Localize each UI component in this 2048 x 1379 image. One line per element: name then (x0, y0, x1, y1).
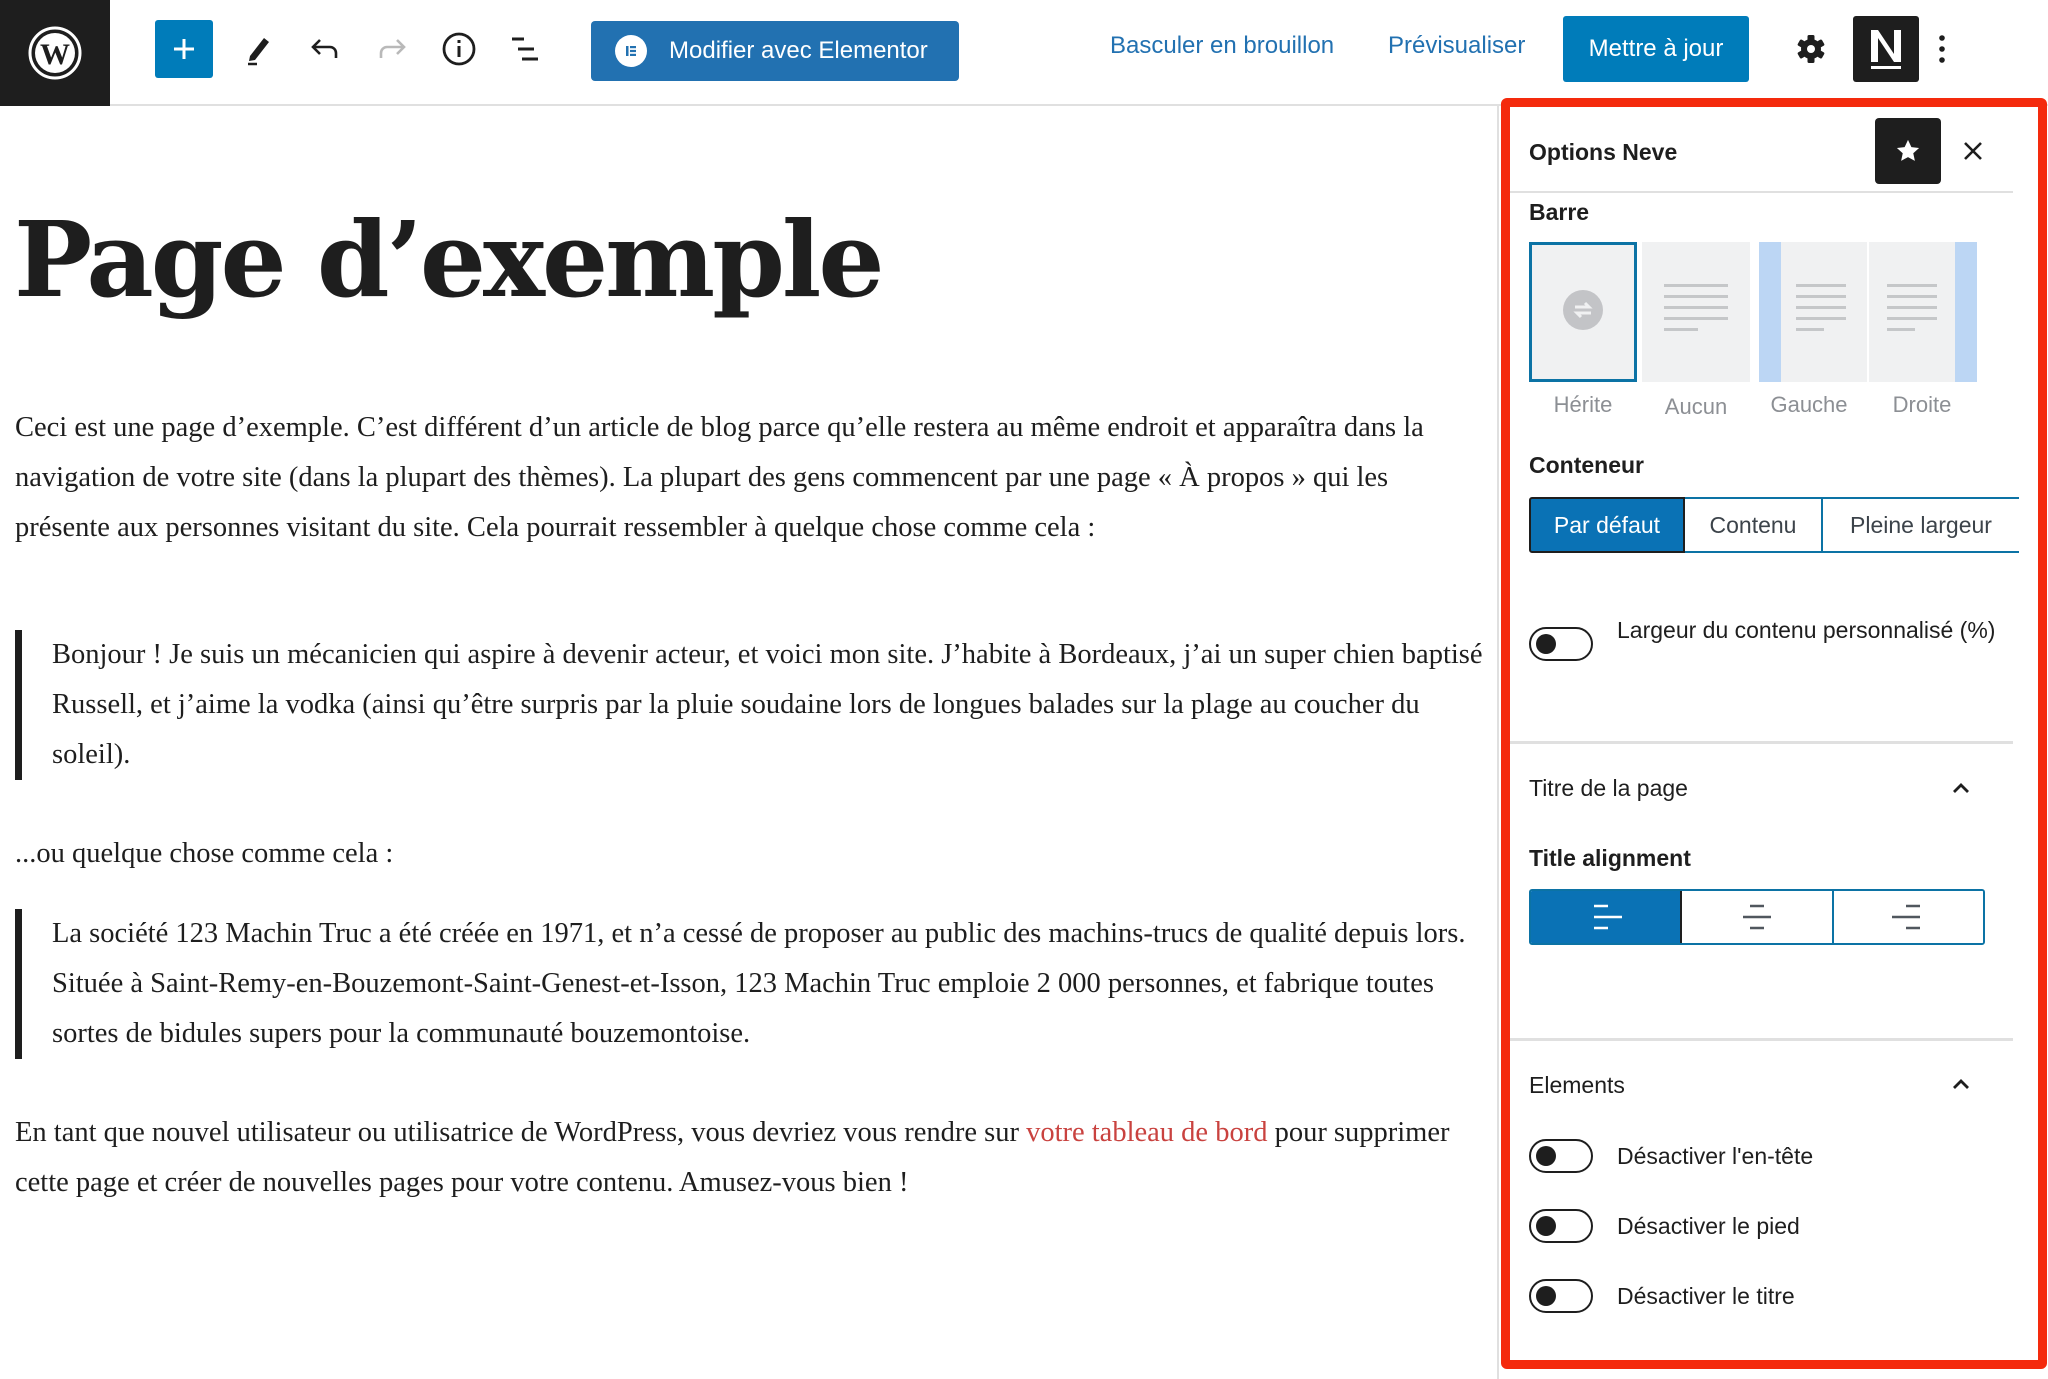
lines-icon (1796, 284, 1846, 339)
sidebar-divider (1497, 106, 1499, 1379)
dashboard-link[interactable]: votre tableau de bord (1026, 1117, 1268, 1148)
neve-logo-icon (1867, 26, 1905, 72)
right-sidebar-icon (1955, 242, 1977, 382)
undo-button[interactable] (296, 20, 354, 78)
disable-footer-label: Désactiver le pied (1617, 1213, 1800, 1239)
container-option-label: Pleine largeur (1850, 511, 1992, 538)
preview-button[interactable]: Prévisualiser (1388, 32, 1526, 59)
disable-title-toggle[interactable] (1529, 1279, 1593, 1313)
paragraph-text: pour supprimer cette page et créer de nouvelles pages pour votre contenu. Amusez-vous bien ! (15, 1117, 1450, 1198)
elements-section-label: Elements (1529, 1072, 1625, 1098)
quote-block[interactable] (15, 909, 1490, 1059)
inherit-sync-icon (1562, 289, 1604, 331)
toggle-knob (1536, 1286, 1556, 1306)
quote-text: La société 123 Machin Truc a été créée en 1971, et n’a cessé de proposer au public des machins-trucs de qualité depuis lors. Située à Saint-Remy-en-Bouzemont-Saint-Genest-et-Isson, 123 Machin Truc emploie 2 000 personnes, et fabrique toutes sortes de bidules supers pour la communauté bouzemontoise. (52, 918, 1466, 1049)
title-alignment-label: Title alignment (1529, 845, 1691, 871)
sidebar-option-none[interactable] (1642, 242, 1750, 382)
sidebar-layout-label: Barre (1529, 199, 1590, 225)
left-sidebar-icon (1759, 242, 1781, 382)
close-sidebar-button[interactable] (1955, 133, 1991, 169)
paragraph-block[interactable]: Ceci est une page d’exemple. C’est différent d’un article de blog parce qu’elle restera au même endroit et apparaîtra dans la navigation de votre site (dans la plupart des thèmes). La plupart des gens commencent par une page « À propos » qui les présente aux personnes visitant du site. Cela pourrait ressembler à quelque chose comme cela : (15, 412, 1424, 543)
align-center-button[interactable] (1682, 891, 1833, 943)
close-icon (1962, 140, 1984, 162)
disable-header-toggle[interactable] (1529, 1139, 1593, 1173)
title-alignment-control (1529, 889, 1985, 945)
update-button[interactable] (1563, 16, 1749, 82)
list-view-icon (508, 31, 544, 67)
disable-title-label: Désactiver le titre (1617, 1283, 1795, 1309)
paragraph-text: En tant que nouvel utilisateur ou utilisatrice de WordPress, vous devriez vous rendre sur (15, 1117, 1027, 1148)
chevron-up-icon[interactable] (1947, 774, 1975, 802)
page-title-section-label: Titre de la page (1529, 775, 1688, 801)
toggle-knob (1536, 1146, 1556, 1166)
pencil-icon (242, 32, 276, 66)
custom-content-width-label: Largeur du contenu personnalisé (%) (1617, 617, 1996, 643)
list-view-button[interactable] (497, 20, 555, 78)
elementor-logo-icon (615, 35, 647, 67)
paragraph-block[interactable] (15, 1108, 1485, 1208)
details-button[interactable] (430, 20, 488, 78)
gear-icon (1794, 32, 1828, 66)
container-option-default[interactable] (1529, 497, 1685, 553)
quote-text: Bonjour ! Je suis un mécanicien qui aspire à devenir acteur, et voici mon site. J’habite à Bordeaux, j’ai un super chien baptisé Russell, et j’aime la vodka (ainsi qu’être surpris par la pluie soudaine lors de longues balades sur la plage au coucher du soleil). (52, 639, 1483, 770)
editor-canvas (0, 108, 1496, 1379)
toggle-knob (1536, 1216, 1556, 1236)
plus-icon (171, 36, 197, 62)
section-divider (1510, 741, 2013, 744)
sidebar-title: Options Neve (1529, 139, 1678, 165)
sidebar-option-label: Aucun (1664, 394, 1728, 419)
custom-content-width-toggle[interactable] (1529, 627, 1593, 661)
sidebar-option-left[interactable] (1759, 242, 1867, 382)
container-segmented-control (1529, 497, 2019, 553)
neve-options-sidebar (1510, 107, 2038, 1360)
align-right-button[interactable] (1834, 891, 1983, 943)
undo-icon (308, 32, 342, 66)
container-label: Conteneur (1529, 452, 1644, 478)
neve-options-button[interactable] (1853, 16, 1919, 82)
wordpress-logo-button[interactable] (0, 0, 110, 106)
settings-button[interactable] (1782, 20, 1840, 78)
tools-button[interactable] (230, 20, 288, 78)
container-option-content[interactable] (1685, 497, 1823, 553)
sidebar-option-label: Hérite (1553, 392, 1613, 417)
container-option-full-width[interactable] (1823, 497, 2019, 553)
switch-to-draft-button[interactable]: Basculer en brouillon (1110, 32, 1335, 59)
quote-block[interactable] (15, 630, 1490, 780)
toggle-knob (1536, 634, 1556, 654)
star-icon (1894, 137, 1922, 165)
pin-sidebar-button[interactable] (1875, 118, 1941, 184)
container-option-label: Contenu (1709, 511, 1797, 538)
page-title[interactable]: Page d’exemple (14, 198, 882, 321)
lines-icon (1887, 284, 1937, 339)
disable-header-label: Désactiver l'en-tête (1617, 1143, 1814, 1169)
lines-icon (1664, 284, 1728, 339)
edit-with-elementor-button[interactable] (591, 21, 959, 81)
redo-icon (375, 32, 409, 66)
sidebar-option-label: Gauche (1770, 392, 1848, 417)
align-center-icon (1737, 897, 1777, 937)
sidebar-option-inherit[interactable] (1529, 242, 1637, 382)
sidebar-option-right[interactable] (1869, 242, 1977, 382)
add-block-button[interactable] (155, 20, 213, 78)
update-button-label: Mettre à jour (1588, 35, 1724, 62)
disable-footer-toggle[interactable] (1529, 1209, 1593, 1243)
align-left-icon (1586, 897, 1626, 937)
chevron-up-icon[interactable] (1947, 1070, 1975, 1098)
align-left-button[interactable] (1529, 889, 1682, 945)
info-icon (441, 31, 477, 67)
elementor-button-label: Modifier avec Elementor (669, 37, 928, 64)
kebab-menu-icon (1938, 34, 1946, 64)
section-divider (1510, 1038, 2013, 1041)
align-right-icon (1888, 897, 1928, 937)
editor-toolbar (0, 0, 2048, 106)
sidebar-header (1510, 107, 2013, 193)
paragraph-block[interactable]: ...ou quelque chose comme cela : (15, 838, 394, 869)
svg-text:W: W (40, 38, 70, 71)
more-options-button[interactable] (1922, 20, 1962, 78)
wordpress-logo-icon (27, 25, 83, 81)
sidebar-option-label: Droite (1892, 392, 1952, 417)
redo-button[interactable] (363, 20, 421, 78)
container-option-label: Par défaut (1553, 511, 1661, 538)
